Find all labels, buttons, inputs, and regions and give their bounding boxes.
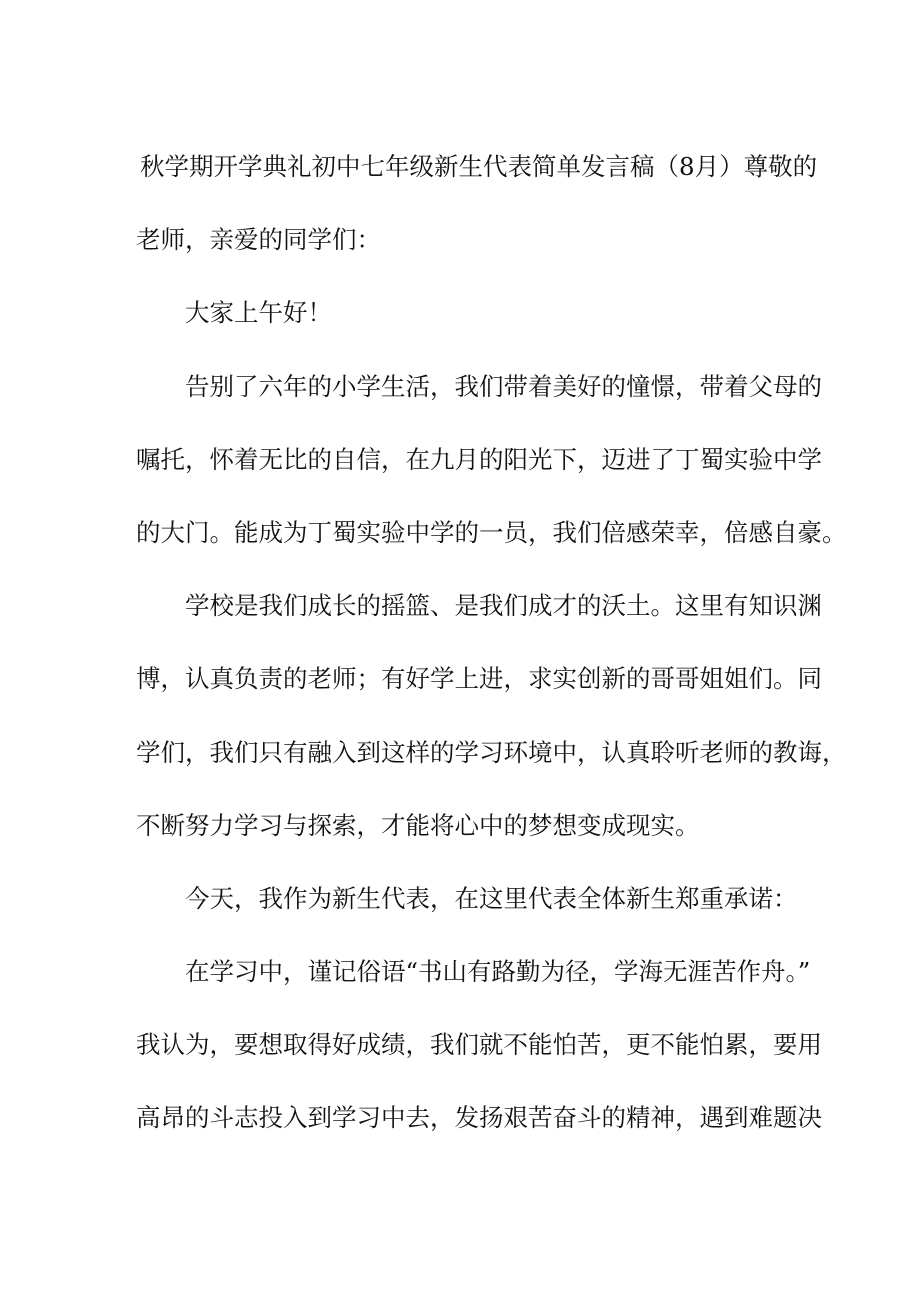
document-title-line: 秋学期开学典礼初中七年级新生代表简单发言稿（8月）尊敬的 [140, 152, 818, 181]
text-line: 不断努力学习与探索，才能将心中的梦想变成现实。 [136, 810, 700, 840]
text-line: 老师，亲爱的同学们： [136, 225, 381, 255]
text-line: 博，认真负责的老师；有好学上进，求实创新的哥哥姐姐们。同 [136, 664, 822, 694]
document-body [136, 143, 847, 1168]
text-line: 今天，我作为新生代表，在这里代表全体新生郑重承诺： [185, 883, 798, 913]
text-line: 的大门。能成为丁蜀实验中学的一员，我们倍感荣幸，倍感自豪。 [136, 517, 847, 547]
greeting-line: 大家上午好！ [185, 298, 332, 328]
text-line: 学校是我们成长的摇篮、是我们成才的沃土。这里有知识渊 [185, 591, 822, 621]
text-line: 告别了六年的小学生活，我们带着美好的憧憬，带着父母的 [185, 371, 822, 401]
text-line: 学们，我们只有融入到这样的学习环境中，认真聆听老师的教诲， [136, 737, 847, 767]
text-line: 我认为，要想取得好成绩，我们就不能怕苦，更不能怕累，要用 [136, 1030, 822, 1060]
text-line: 高昂的斗志投入到学习中去，发扬艰苦奋斗的精神，遇到难题决 [136, 1103, 822, 1133]
text-line: 在学习中，谨记俗语“书山有路勤为径，学海无涯苦作舟。” [185, 957, 811, 987]
text-line: 嘱托，怀着无比的自信，在九月的阳光下，迈进了丁蜀实验中学 [136, 444, 822, 474]
